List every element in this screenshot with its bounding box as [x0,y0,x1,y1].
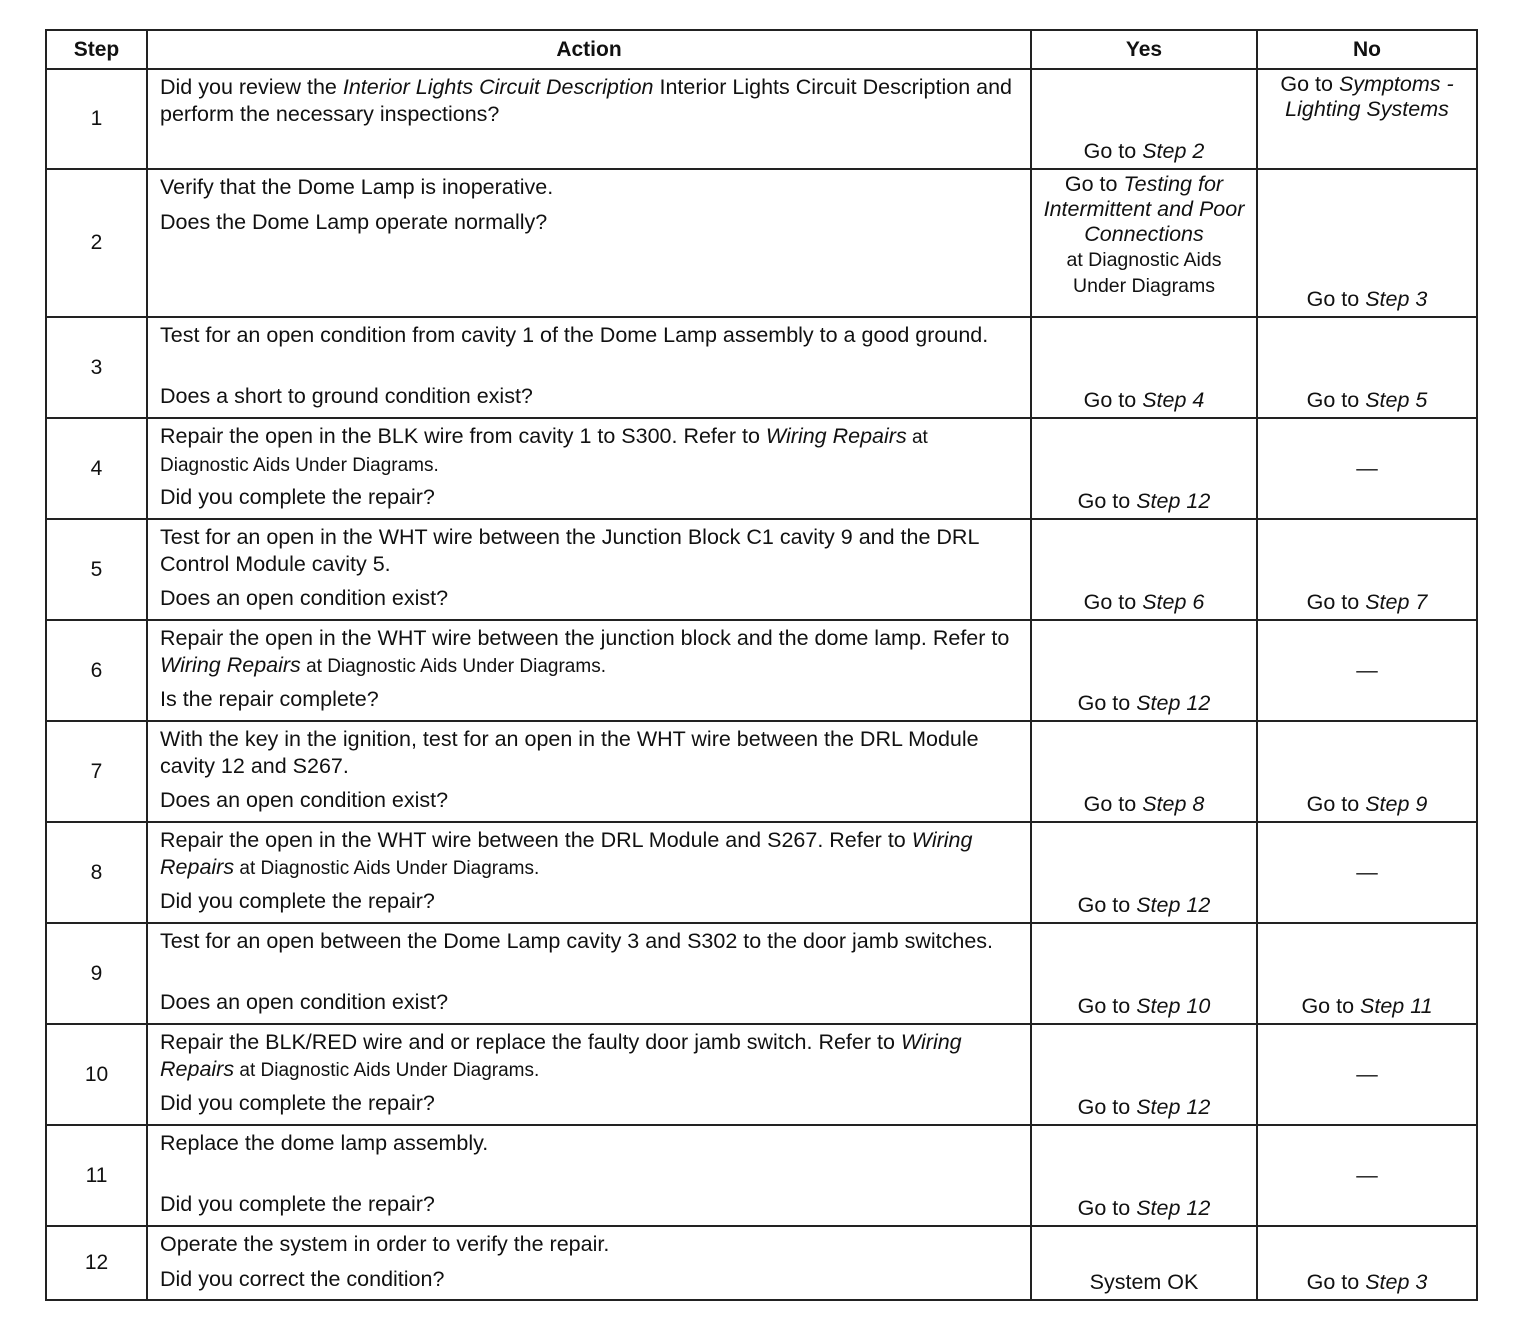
action-text: With the key in the ignition, test for an open in the WHT wire between the DRL Module cavity 12 and S267. [160,727,979,778]
yes-cell [1031,69,1257,169]
no-cell [1257,317,1477,418]
no-ref: Step 5 [1365,388,1428,412]
action-text [160,625,1018,680]
no-cell [1257,519,1477,620]
yes-pre: Go to [1077,1095,1137,1119]
step-number: 11 [46,1125,147,1226]
header-row [46,30,1477,69]
action-content [160,322,1018,410]
no-cell [1257,1024,1477,1125]
action-text: Test for an open in the WHT wire between the Junction Block C1 cavity 9 and the DRL Control Module cavity 5. [160,525,979,576]
action-text: Test for an open condition from cavity 1 of the Dome Lamp assembly to a good ground. [160,323,989,347]
action-question: Does an open condition exist? [160,586,449,610]
no-dash: — [1356,860,1378,884]
table-row [46,169,1477,317]
action-text [160,74,1018,128]
action-cell [147,923,1031,1024]
no-ref: Symptoms - Lighting Systems [1285,72,1454,121]
no-cell [1257,169,1477,317]
header-step: Step [46,30,147,69]
action-ref: Wiring Repairs [765,424,907,448]
step-number: 9 [46,923,147,1024]
yes-cell [1031,1125,1257,1226]
header-action: Action [147,30,1031,69]
table-row [46,1125,1477,1226]
yes-ref: Step 12 [1136,1196,1211,1220]
yes-ref: Testing for Intermittent and Poor Connections [1043,172,1245,246]
action-content [160,74,1018,162]
action-question: Did you complete the repair? [160,889,435,913]
yes-cell [1031,1024,1257,1125]
action-content [160,1130,1018,1218]
yes-pre: Go to [1077,994,1137,1018]
no-pre: Go to [1306,792,1366,816]
action-cell [147,169,1031,317]
yes-cell [1031,620,1257,721]
yes-ref: Step 8 [1142,792,1205,816]
table-row [46,418,1477,519]
yes-ref: Step 12 [1136,489,1211,513]
action-cell [147,721,1031,822]
action-post: at Diagnostic Aids Under Diagrams. [300,656,606,677]
step-number: 6 [46,620,147,721]
action-question: Does the Dome Lamp operate normally? [160,210,548,234]
no-ref: Step 9 [1365,792,1428,816]
no-cell [1257,822,1477,923]
action-pre: Repair the open in the BLK wire from cavity 1 to S300. Refer to [160,424,766,448]
no-cell [1257,721,1477,822]
no-dash: — [1356,1163,1378,1187]
yes-cell [1031,169,1257,317]
step-number: 12 [46,1226,147,1300]
action-cell [147,620,1031,721]
step-number: 3 [46,317,147,418]
table-row [46,519,1477,620]
yes-ref: Step 12 [1136,893,1211,917]
action-content [160,928,1018,1016]
action-question: Did you complete the repair? [160,1192,435,1216]
action-post: at Diagnostic Aids Under Diagrams. [234,1060,540,1081]
no-pre: Go to [1306,287,1366,311]
action-cell [147,317,1031,418]
no-pre: Go to [1301,994,1361,1018]
action-cell [147,519,1031,620]
no-ref: Step 3 [1365,287,1428,311]
action-content [160,1029,1018,1117]
yes-ref: Step 2 [1142,139,1205,163]
table-row [46,721,1477,822]
action-content [160,174,1018,262]
header-yes: Yes [1031,30,1257,69]
yes-pre: Go to [1083,139,1143,163]
no-dash: — [1356,456,1378,480]
yes-cell [1031,1226,1257,1300]
action-content [160,1231,1018,1293]
action-cell [147,1024,1031,1125]
action-text: Operate the system in order to verify the repair. [160,1232,610,1256]
action-cell [147,1226,1031,1300]
yes-ref: Step 4 [1142,388,1205,412]
yes-cell [1031,519,1257,620]
yes-ref: Step 6 [1142,590,1205,614]
yes-post: at Diagnostic Aids Under Diagrams [1066,249,1222,297]
action-cell [147,69,1031,169]
yes-pre: Go to [1083,590,1143,614]
action-post: at Diagnostic Aids Under Diagrams. [160,427,928,476]
no-cell [1257,923,1477,1024]
no-ref: Step 11 [1360,994,1433,1018]
header-no: No [1257,30,1477,69]
diagnostic-table [45,29,1478,1301]
yes-pre: Go to [1083,388,1143,412]
step-number: 10 [46,1024,147,1125]
action-content [160,524,1018,612]
no-cell [1257,1226,1477,1300]
step-number: 2 [46,169,147,317]
action-ref: Wiring Repairs [160,653,301,677]
action-content [160,726,1018,814]
yes-pre: Go to [1064,172,1124,196]
action-cell [147,1125,1031,1226]
action-question: Does a short to ground condition exist? [160,384,533,408]
no-dash: — [1356,1062,1378,1086]
table-row [46,1226,1477,1300]
yes-ref: Step 12 [1136,691,1211,715]
table-row [46,620,1477,721]
table-row [46,923,1477,1024]
action-content [160,423,1018,511]
table-row [46,1024,1477,1125]
action-question: Did you complete the repair? [160,485,435,509]
step-number: 1 [46,69,147,169]
action-text: Replace the dome lamp assembly. [160,1131,489,1155]
yes-cell [1031,317,1257,418]
table-row [46,317,1477,418]
yes-cell [1031,721,1257,822]
step-number: 5 [46,519,147,620]
yes-cell [1031,822,1257,923]
yes-pre: Go to [1077,691,1137,715]
step-number: 8 [46,822,147,923]
yes-pre: Go to [1077,893,1137,917]
table-row [46,822,1477,923]
table-row [46,69,1477,169]
action-ref: Wiring Repairs [160,828,973,879]
step-number: 4 [46,418,147,519]
action-cell [147,822,1031,923]
action-ref: Wiring Repairs [160,1030,962,1081]
yes-pre: Go to [1077,489,1137,513]
yes-text: System OK [1089,1270,1199,1294]
no-pre: Go to [1280,72,1339,96]
action-pre: Did you review the [160,75,343,99]
action-ref: Interior Lights Circuit Description [342,75,654,99]
no-pre: Go to [1306,1270,1366,1294]
no-cell [1257,69,1477,169]
action-pre: Repair the open in the WHT wire between the DRL Module and S267. Refer to [160,828,912,852]
action-question: Is the repair complete? [160,687,379,711]
action-text [160,827,1018,882]
yes-cell [1031,418,1257,519]
no-pre: Go to [1306,590,1366,614]
no-pre: Go to [1306,388,1366,412]
action-text [160,423,1018,479]
no-cell [1257,1125,1477,1226]
action-content [160,625,1018,713]
no-cell [1257,418,1477,519]
action-post: Interior Lights Circuit Description and perform the necessary inspections? [160,75,1013,126]
step-number: 7 [46,721,147,822]
no-ref: Step 3 [1365,1270,1428,1294]
yes-ref: Step 12 [1136,1095,1211,1119]
yes-cell [1031,923,1257,1024]
action-question: Does an open condition exist? [160,990,449,1014]
action-pre: Repair the BLK/RED wire and or replace the faulty door jamb switch. Refer to [160,1030,901,1054]
action-question: Did you complete the repair? [160,1091,435,1115]
action-text: Test for an open between the Dome Lamp cavity 3 and S302 to the door jamb switches. [160,929,994,953]
action-cell [147,418,1031,519]
action-question: Does an open condition exist? [160,788,449,812]
no-cell [1257,620,1477,721]
no-ref: Step 7 [1365,590,1428,614]
action-text [160,1029,1018,1084]
action-pre: Repair the open in the WHT wire between the junction block and the dome lamp. Refer to [160,626,1010,650]
no-dash: — [1356,658,1378,682]
yes-pre: Go to [1077,1196,1137,1220]
yes-pre: Go to [1083,792,1143,816]
action-text: Verify that the Dome Lamp is inoperative. [160,175,554,199]
action-content [160,827,1018,915]
action-question: Did you correct the condition? [160,1267,445,1291]
yes-ref: Step 10 [1136,994,1211,1018]
action-post: at Diagnostic Aids Under Diagrams. [234,858,540,879]
